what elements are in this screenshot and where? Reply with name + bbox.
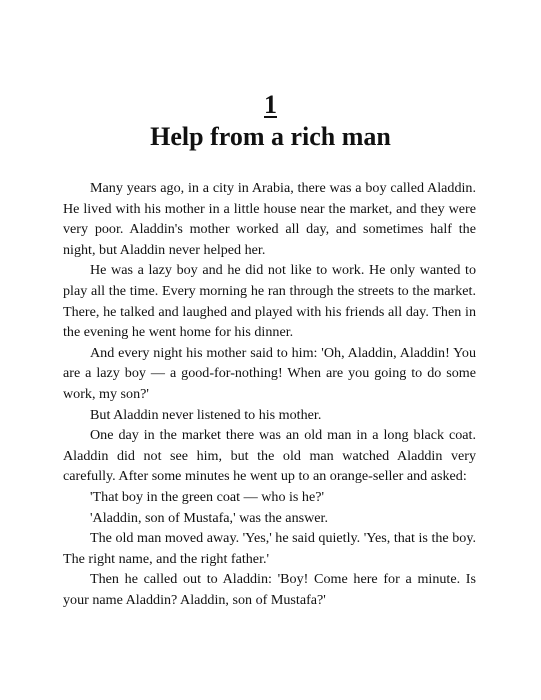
- paragraph: Many years ago, in a city in Arabia, there was a boy called Aladdin. He lived with his mother in a little house near the market, and they were very poor. Aladdin's mother worked all day, and sometimes half the night, but Aladdin never helped her.: [63, 180, 476, 258]
- paragraph: Then he called out to Aladdin: 'Boy! Come here for a minute. Is your name Aladdin? Aladdin, son of Mustafa?': [63, 571, 476, 608]
- paragraph: 'That boy in the green coat — who is he?': [90, 488, 325, 505]
- paragraph: He was a lazy boy and he did not like to work. He only wanted to play all the time. Every morning he ran through the streets to the market. There, he talked and laughed and played with his friends all day. Then in the evening he went home for his dinner.: [63, 262, 476, 341]
- paragraph: And every night his mother said to him: 'Oh, Aladdin, Aladdin! You are a lazy boy — a good-for-nothing! When are you going to do some work, my son?': [63, 344, 476, 402]
- paragraph: The old man moved away. 'Yes,' he said quietly. 'Yes, that is the boy. The right name, and the right father.': [63, 530, 476, 567]
- chapter-body: [63, 178, 476, 610]
- chapter-title: Help from a rich man: [150, 122, 391, 151]
- paragraph: One day in the market there was an old man in a long black coat. Aladdin did not see him, but the old man watched Aladdin very carefully. After some minutes he went up to an orange-seller and asked:: [63, 427, 476, 485]
- paragraph: 'Aladdin, son of Mustafa,' was the answer.: [90, 509, 328, 526]
- paragraph: But Aladdin never listened to his mother.: [90, 406, 322, 423]
- chapter-number: 1: [264, 90, 277, 119]
